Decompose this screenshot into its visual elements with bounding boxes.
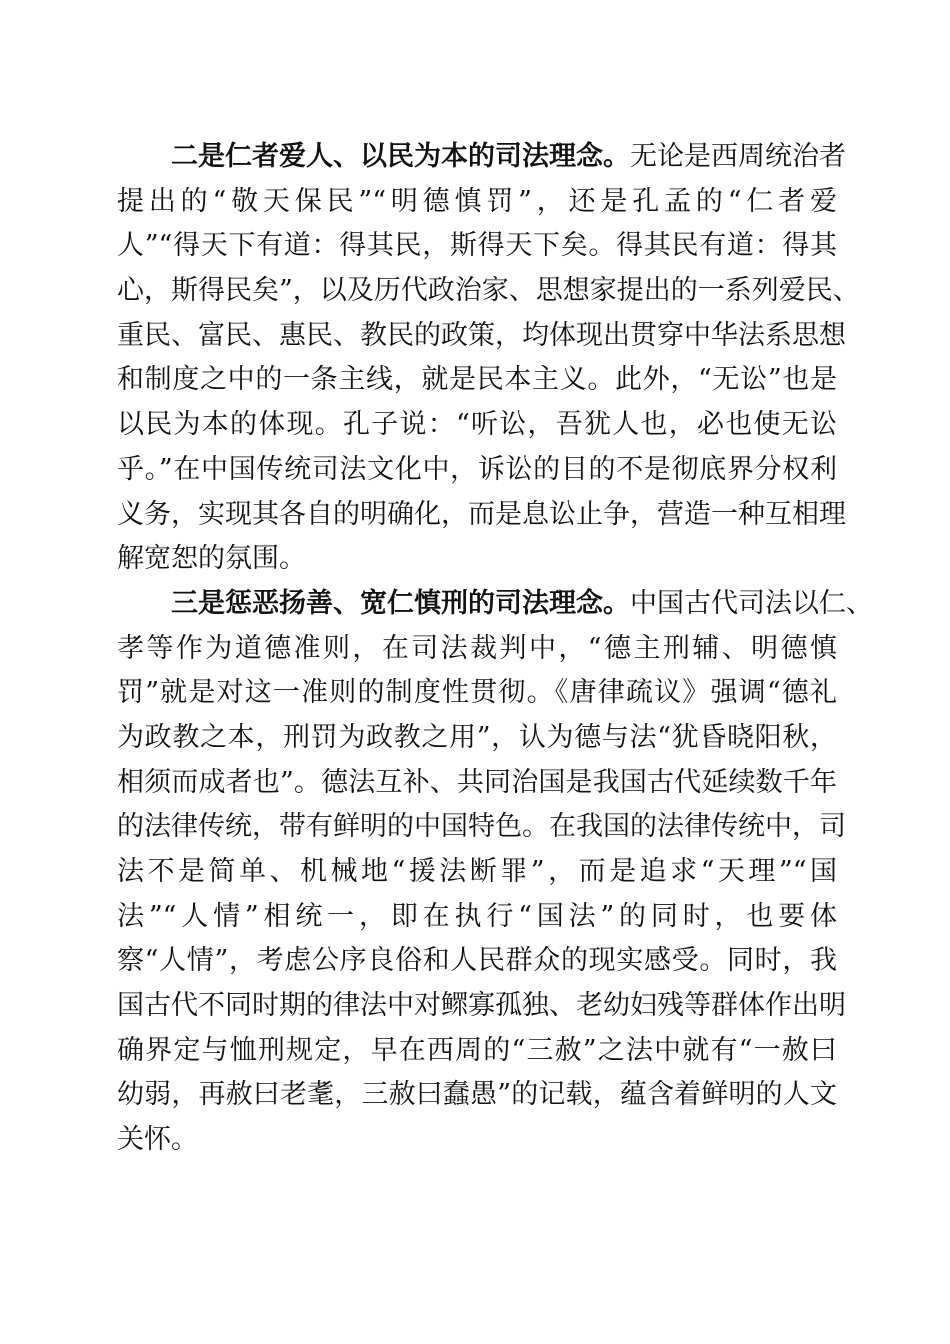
document-body bbox=[117, 135, 873, 1163]
paragraph-line: 义务，实现其各自的明确化，而是息讼止争，营造一种互相理 bbox=[117, 498, 846, 530]
paragraph-line: 提出的“敬天保民”“明德慎罚”，还是孔孟的“仁者爱 bbox=[117, 185, 837, 217]
paragraph-1-heading: 二是仁者爱人、以民为本的司法理念。 bbox=[171, 141, 630, 172]
paragraph-line: 以民为本的体现。孔子说：“听讼，吾犹人也，必也使无讼 bbox=[117, 409, 837, 441]
paragraph-1-line-1 bbox=[117, 135, 846, 180]
paragraph-line: 重民、富民、惠民、教民的政策，均体现出贯穿中华法系思想 bbox=[117, 319, 846, 351]
paragraph-line: 法”“人情”相统一，即在执行“国法”的同时，也要体 bbox=[117, 900, 837, 932]
paragraph-line: 国古代不同时期的律法中对鳏寡孤独、老幼妇残等群体作出明 bbox=[117, 990, 846, 1022]
paragraph-line: 的法律传统，带有鲜明的中国特色。在我国的法律传统中，司 bbox=[117, 811, 846, 843]
paragraph-line: 人”“得天下有道：得其民，斯得天下矣。得其民有道：得其 bbox=[117, 230, 837, 262]
paragraph-1-text: 无论是西周统治者 bbox=[630, 141, 846, 172]
paragraph-line: 孝等作为道德准则，在司法裁判中，“德主刑辅、明德慎 bbox=[117, 632, 837, 664]
paragraph-2-heading: 三是惩恶扬善、宽仁慎刑的司法理念。 bbox=[171, 587, 630, 619]
paragraph-line: 察“人情”，考虑公序良俗和人民群众的现实感受。同时，我 bbox=[117, 945, 837, 977]
paragraph-line: 确界定与恤刑规定，早在西周的“三赦”之法中就有“一赦曰 bbox=[117, 1034, 837, 1066]
paragraph-line: 相须而成者也”。德法互补、共同治国是我国古代延续数千年 bbox=[117, 766, 837, 798]
paragraph-2-text: 中国古代司法以仁、 bbox=[630, 587, 873, 619]
paragraph-line: 乎。”在中国传统司法文化中，诉讼的目的不是彻底界分权利 bbox=[117, 453, 837, 485]
paragraph-line: 罚”就是对这一准则的制度性贯彻。《唐律疏议》强调“德礼 bbox=[117, 677, 837, 709]
paragraph-line: 关怀。 bbox=[117, 1124, 198, 1156]
paragraph-line: 心，斯得民矣”，以及历代政治家、思想家提出的一系列爱民、 bbox=[117, 275, 860, 307]
paragraph-line: 法不是简单、机械地“援法断罪”，而是追求“天理”“国 bbox=[117, 856, 837, 887]
paragraph-line: 为政教之本，刑罚为政教之用”，认为德与法“犹昏晓阳秋， bbox=[117, 721, 837, 753]
paragraph-line: 和制度之中的一条主线，就是民本主义。此外，“无讼”也是 bbox=[117, 364, 837, 396]
paragraph-line: 幼弱，再赦曰老耄，三赦曰蠢愚”的记载，蕴含着鲜明的人文 bbox=[117, 1079, 837, 1111]
paragraph-2-line-1 bbox=[117, 582, 873, 627]
paragraph-line: 解宽恕的氛围。 bbox=[117, 543, 306, 575]
